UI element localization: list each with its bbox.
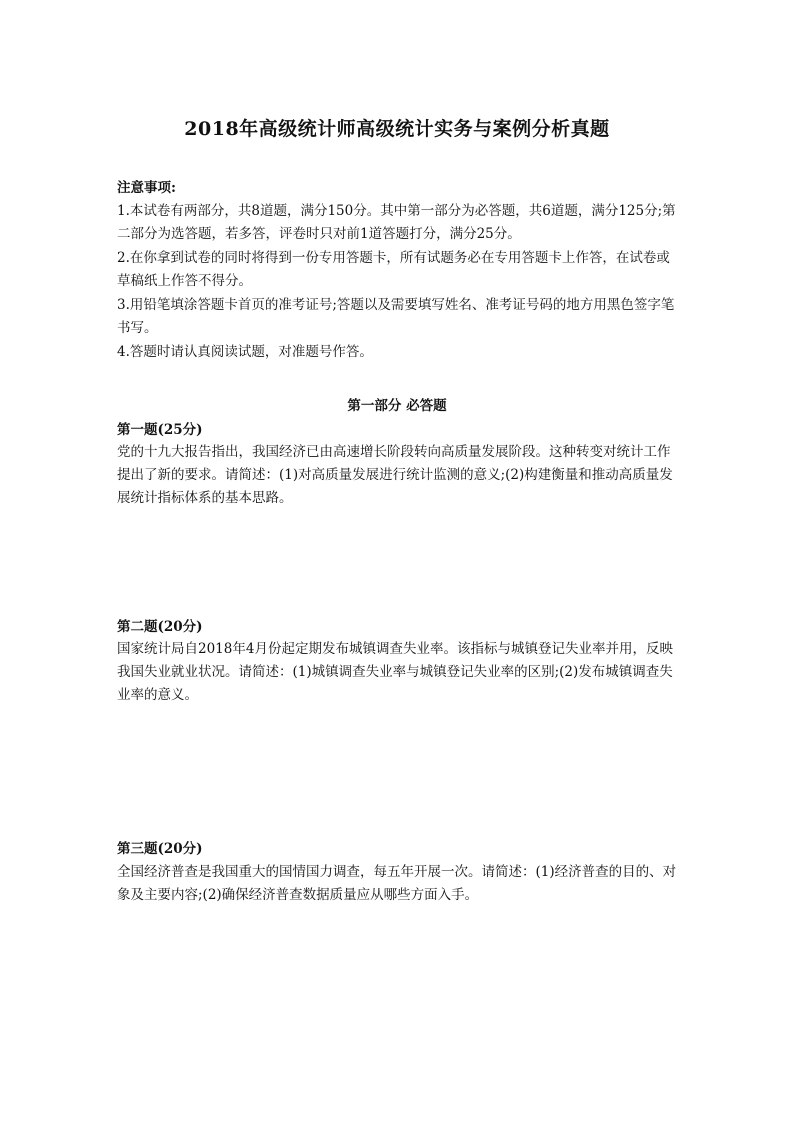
- question-2-heading: 第二题(20分): [117, 619, 203, 635]
- notes-heading: 注意事项:: [117, 180, 176, 196]
- document-title: 2018年高级统计师高级统计实务与案例分析真题: [184, 118, 610, 140]
- question-3-heading: 第三题(20分): [117, 841, 203, 857]
- question-1-heading: 第一题(25分): [117, 422, 203, 438]
- note-item: 4.答题时请认真阅读试题，对准题号作答。: [117, 344, 373, 360]
- notes-list: [117, 200, 677, 365]
- note-item: 3.用铅笔填涂答题卡首页的准考证号;答题以及需要填写姓名、准考证号码的地方用黑色签字笔书写。: [117, 297, 675, 336]
- note-item: 1.本试卷有两部分，共8道题，满分150分。其中第一部分为必答题，共6道题，满分125分;第二部分为选答题，若多答，评卷时只对前1道答题打分，满分25分。: [117, 203, 676, 242]
- question-1-body: 党的十九大报告指出，我国经济已由高速增长阶段转向高质量发展阶段。这种转变对统计工作提出了新的要求。请简述：(1)对高质量发展进行统计监测的意义;(2)构建衡量和推动高质量发展统计指标体系的基本思路。: [117, 444, 673, 506]
- question-2-body: 国家统计局自2018年4月份起定期发布城镇调查失业率。该指标与城镇登记失业率并用，反映我国失业就业状况。请简述：(1)城镇调查失业率与城镇登记失业率的区别;(2)发布城镇调查失业率的意义。: [117, 641, 673, 703]
- part1-heading: 第一部分 必答题: [347, 398, 447, 414]
- question-3-body: 全国经济普查是我国重大的国情国力调查，每五年开展一次。请简述：(1)经济普查的目的、对象及主要内容;(2)确保经济普查数据质量应从哪些方面入手。: [117, 864, 677, 903]
- note-item: 2.在你拿到试卷的同时将得到一份专用答题卡，所有试题务必在专用答题卡上作答，在试卷或草稿纸上作答不得分。: [117, 250, 670, 289]
